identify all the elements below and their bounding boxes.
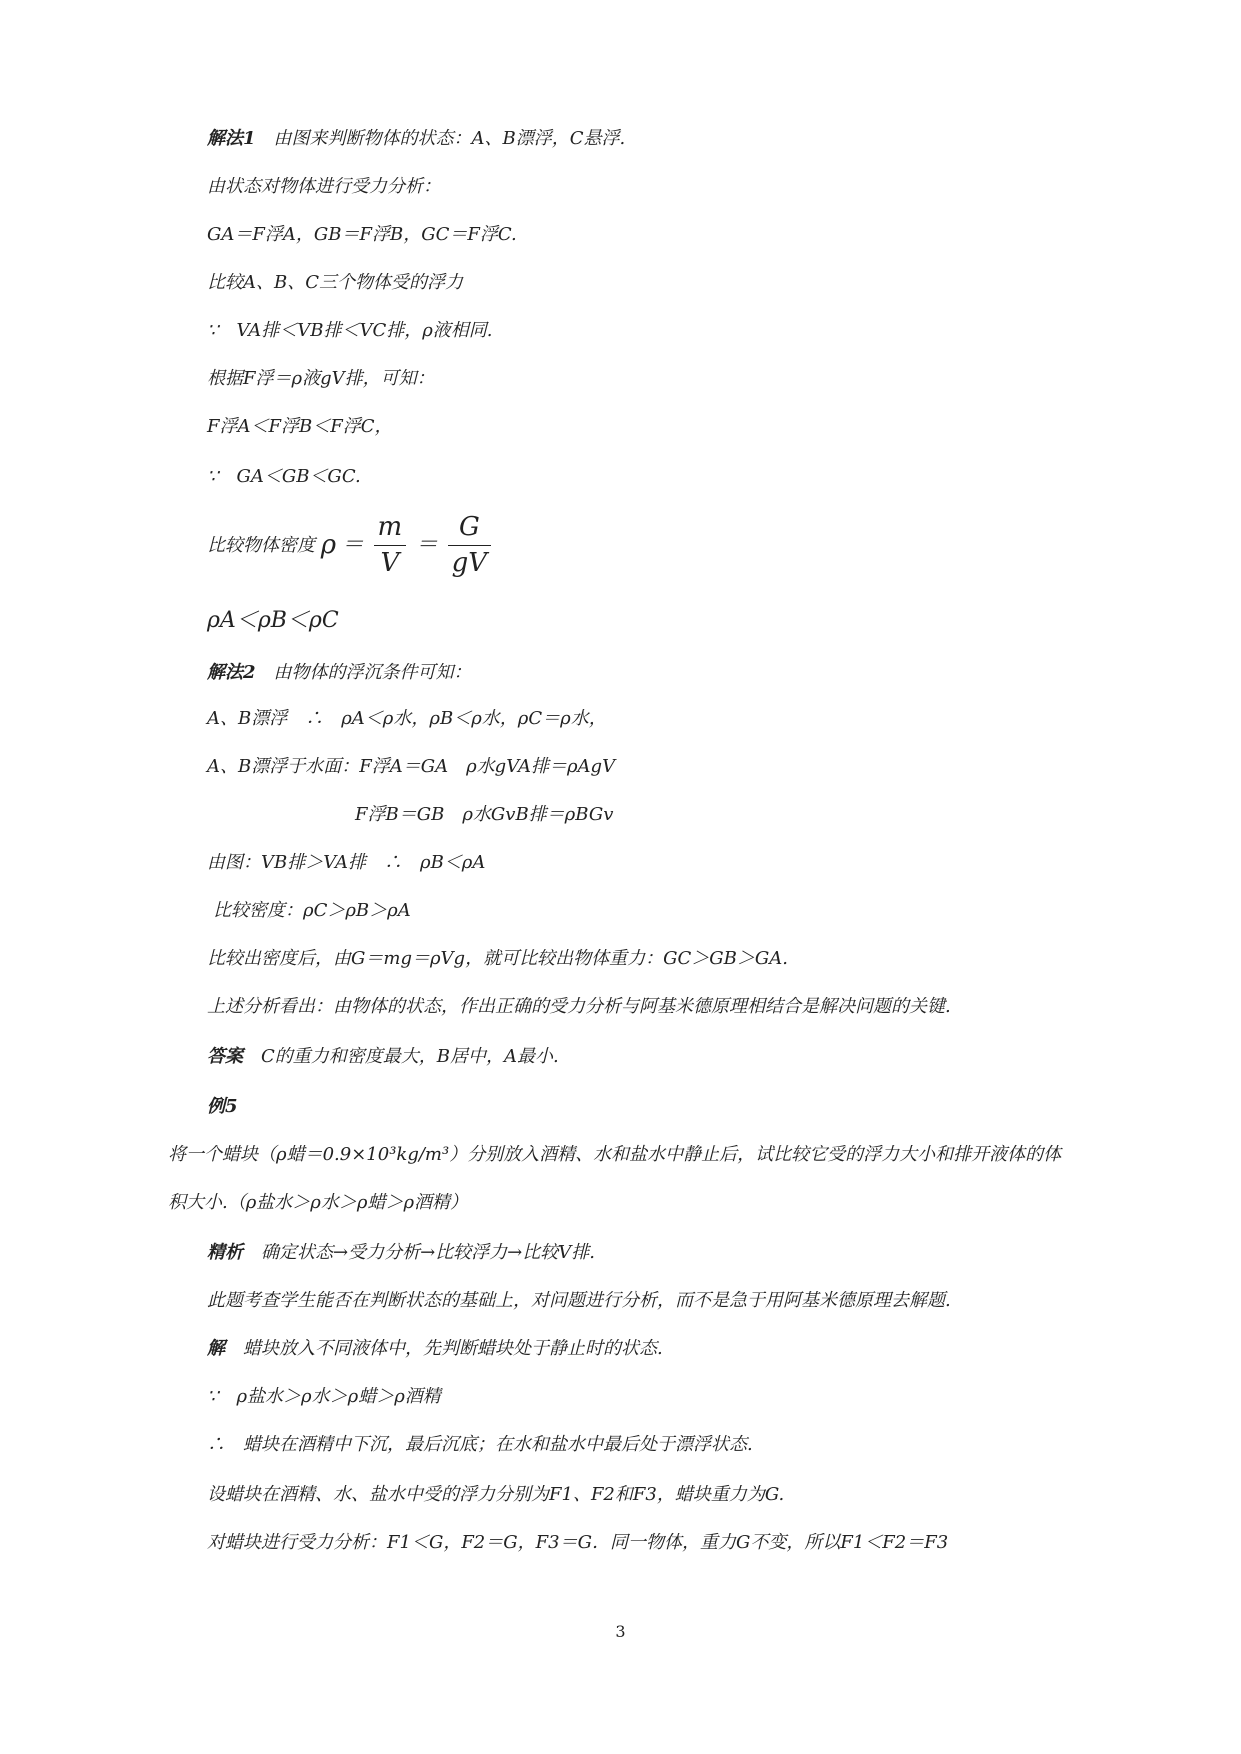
- line-29: 对蜡块进行受力分析：F1＜G，F2＝G，F3＝G．同一物体，重力G不变，所以F1＜F2＝F3: [207, 1532, 949, 1553]
- line-12: A、B漂浮 ∴ ρA＜ρ水，ρB＜ρ水，ρC＝ρ水，: [207, 708, 607, 729]
- line-13: A、B漂浮于水面：F浮A＝GA ρ水gVA排＝ρAgV: [207, 756, 616, 777]
- line-18: 上述分析看出：由物体的状态，作出正确的受力分析与阿基米德原理相结合是解决问题的关键.: [207, 996, 951, 1017]
- line-28: 设蜡块在酒精、水、盐水中受的浮力分别为F1、F2和F3，蜡块重力为G.: [207, 1484, 785, 1505]
- line-5: ∵ VA排＜VB排＜VC排，ρ液相同.: [207, 320, 493, 341]
- line-15: 由图：VB排＞VA排 ∴ ρB＜ρA: [207, 852, 486, 873]
- density-formula-line: 比较物体密度 ρ ＝ $\frac{m}{V}$ ＝ $\frac{G}{gV}$: [207, 512, 495, 579]
- line-23: 精析 确定状态→受力分析→比较浮力→比较V排.: [207, 1242, 595, 1263]
- line-density-order: ρA＜ρB＜ρC: [207, 608, 339, 633]
- line-7: F浮A＜F浮B＜F浮C，: [207, 416, 393, 437]
- line-26: ∵ ρ盐水＞ρ水＞ρ蜡＞ρ酒精: [207, 1386, 441, 1407]
- line-16: 比较密度：ρC＞ρB＞ρA: [213, 900, 411, 921]
- fraction-G-over-gV: $\frac{G}{gV}$: [448, 512, 491, 579]
- line-14: F浮B＝GB ρ水GvB排＝ρBGv: [355, 804, 614, 825]
- line-25: 解 蜡块放入不同液体中，先判断蜡块处于静止时的状态.: [207, 1338, 663, 1359]
- line-19: 答案 C的重力和密度最大，B居中，A最小.: [207, 1046, 559, 1067]
- line-1: 解法1 由图来判断物体的状态：A、B漂浮，C悬浮.: [207, 128, 626, 149]
- line-2: 由状态对物体进行受力分析：: [207, 176, 441, 197]
- line-21: 将一个蜡块（ρ蜡＝0.9×10³kg/m³）分别放入酒精、水和盐水中静止后，试比较它受的浮力大小和排开液体的体: [168, 1144, 1062, 1165]
- line-24: 此题考查学生能否在判断状态的基础上，对问题进行分析，而不是急于用阿基米德原理去解题.: [207, 1290, 951, 1311]
- line-27: ∴ 蜡块在酒精中下沉，最后沉底；在水和盐水中最后处于漂浮状态.: [207, 1434, 753, 1455]
- line-8: ∵ GA＜GB＜GC.: [207, 466, 361, 487]
- line-6: 根据F浮＝ρ液gV排，可知：: [207, 368, 435, 389]
- line-4: 比较A、B、C三个物体受的浮力: [207, 272, 463, 293]
- line-22: 积大小.（ρ盐水＞ρ水＞ρ蜡＞ρ酒精）: [168, 1192, 469, 1213]
- line-11: 解法2 由物体的浮沉条件可知：: [207, 662, 472, 683]
- page-number: 3: [615, 1622, 626, 1641]
- fraction-m-over-V: $\frac{m}{V}$: [374, 512, 407, 579]
- line-17: 比较出密度后，由G＝mg＝ρVg，就可比较出物体重力：GC＞GB＞GA.: [207, 948, 788, 969]
- line-3: GA＝F浮A，GB＝F浮B，GC＝F浮C.: [207, 224, 517, 245]
- example-heading: 例5: [207, 1096, 238, 1117]
